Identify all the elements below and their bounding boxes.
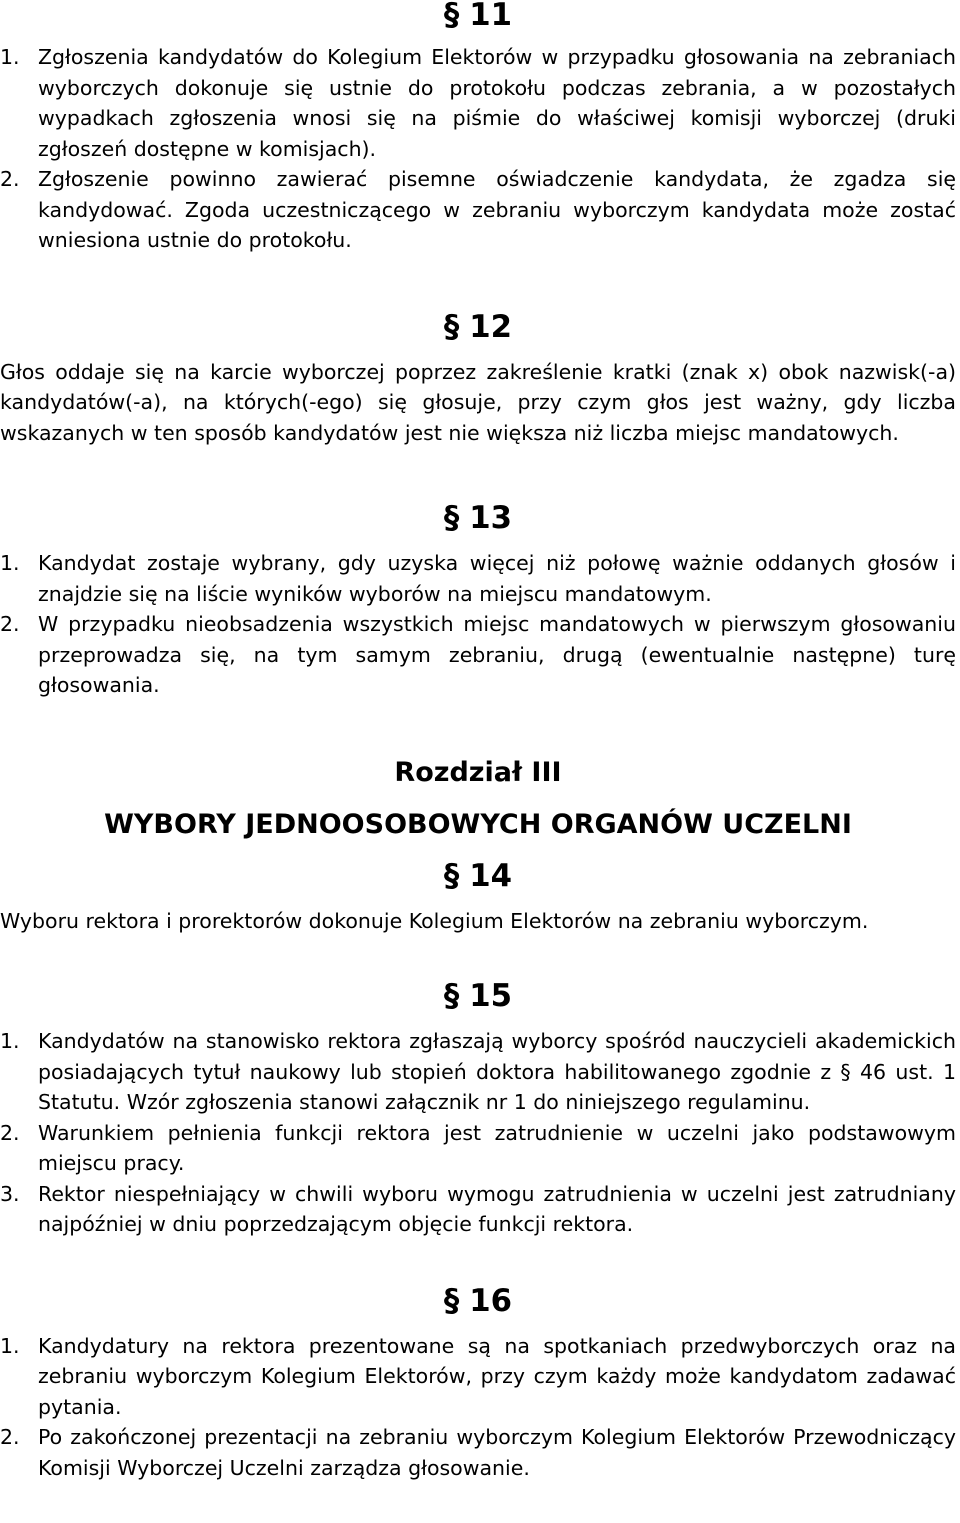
list-item (0, 548, 956, 609)
item-number: 2. (0, 1120, 20, 1145)
paragraph: Głos oddaje się na karcie wyborczej poprzez zakreślenie kratki (znak x) obok nazwisk(-a) kandydatów(-a), na których(-ego) się głosuje, przy czym głos jest ważny, gdy liczba wskazanych w ten sposób kandydatów jest nie większa niż liczba miejsc mandatowych. (0, 359, 956, 445)
list-item (0, 42, 956, 164)
section-symbol: § (443, 1282, 460, 1319)
item-number: 2. (0, 167, 20, 191)
item-text: Warunkiem pełnienia funkcji rektora jest zatrudnienie w uczelni jako podstawowym miejscu pracy. (38, 1120, 956, 1175)
section-heading-13 (0, 500, 956, 536)
section-symbol: § (443, 0, 460, 33)
item-text: Po zakończonej prezentacji na zebraniu wyborczym Kolegium Elektorów Przewodniczący Komisji Wyborczej Uczelni zarządza głosowanie. (38, 1425, 956, 1480)
item-number: 2. (0, 1425, 20, 1449)
item-number: 1. (0, 45, 20, 69)
section-symbol: § (443, 978, 460, 1014)
item-text: Kandydatury na rektora prezentowane są na spotkaniach przedwyborczych oraz na zebraniu wyborczym Kolegium Elektorów, przy czym każdy może kandydatom zadawać pytania. (38, 1333, 956, 1419)
item-number: 1. (0, 551, 20, 575)
section-heading-16 (0, 1282, 956, 1319)
section-number: 16 (469, 1282, 513, 1319)
section-number: 12 (469, 308, 513, 345)
section-symbol: § (443, 500, 460, 536)
section-symbol: § (443, 857, 460, 894)
item-number: 1. (0, 1029, 20, 1053)
section-heading-15 (0, 978, 956, 1014)
section-symbol: § (443, 308, 460, 345)
item-number: 2. (0, 612, 20, 636)
item-text: Kandydat zostaje wybrany, gdy uzyska więcej niż połowę ważnie oddanych głosów i znajdzie się na liście wyników wyborów na miejscu mandatowym. (38, 551, 956, 606)
section-number: 15 (469, 978, 513, 1014)
item-text: Kandydatów na stanowisko rektora zgłaszają wyborcy spośród nauczycieli akademickich posiadających tytuł naukowy lub stopień doktora habilitowanego zgodnie z § 46 ust. 1 Statutu. Wzór zgłoszenia stanowi załącznik nr 1 do niniejszego regulaminu. (38, 1029, 956, 1114)
item-text: Zgłoszenie powinno zawierać pisemne oświadczenie kandydata, że zgadza się kandydować. Zgoda uczestniczącego w zebraniu wyborczym kandydata może zostać wniesiona ustnie do protokołu. (38, 167, 956, 252)
list-item (0, 1118, 956, 1179)
list-item (0, 164, 956, 256)
section-number: 11 (469, 0, 513, 33)
chapter-title: Rozdział III (394, 756, 562, 788)
item-text: Zgłoszenia kandydatów do Kolegium Elektorów w przypadku głosowania na zebraniach wyborczych dokonuje się ustnie do protokołu podczas zebrania, a w pozostałych wypadkach zgłoszenia wnosi się na piśmie do właściwej komisji wyborczej (druki zgłoszeń dostępne w komisjach). (38, 45, 956, 161)
section-number: 13 (469, 500, 513, 536)
list-item (0, 609, 956, 701)
list-item (0, 1331, 956, 1423)
chapter-subtitle: WYBORY JEDNOOSOBOWYCH ORGANÓW UCZELNI (104, 808, 852, 840)
item-text: W przypadku nieobsadzenia wszystkich miejsc mandatowych w pierwszym głosowaniu przeprowadza się, na tym samym zebraniu, drugą (ewentualnie następne) turę głosowania. (38, 612, 956, 697)
item-text: Rektor niespełniający w chwili wyboru wymogu zatrudnienia w uczelni jest zatrudniany najpóźniej w dniu poprzedzającym objęcie funkcji rektora. (38, 1181, 956, 1236)
item-number: 3. (0, 1181, 20, 1206)
item-number: 1. (0, 1333, 20, 1358)
list-item (0, 1026, 956, 1118)
paragraph: Wyboru rektora i prorektorów dokonuje Kolegium Elektorów na zebraniu wyborczym. (0, 908, 869, 933)
section-number: 14 (469, 857, 513, 894)
section-heading-11 (0, 0, 956, 33)
list-item (0, 1422, 956, 1483)
list-item (0, 1179, 956, 1240)
section-heading-12 (0, 308, 956, 345)
section-heading-14 (0, 857, 956, 894)
